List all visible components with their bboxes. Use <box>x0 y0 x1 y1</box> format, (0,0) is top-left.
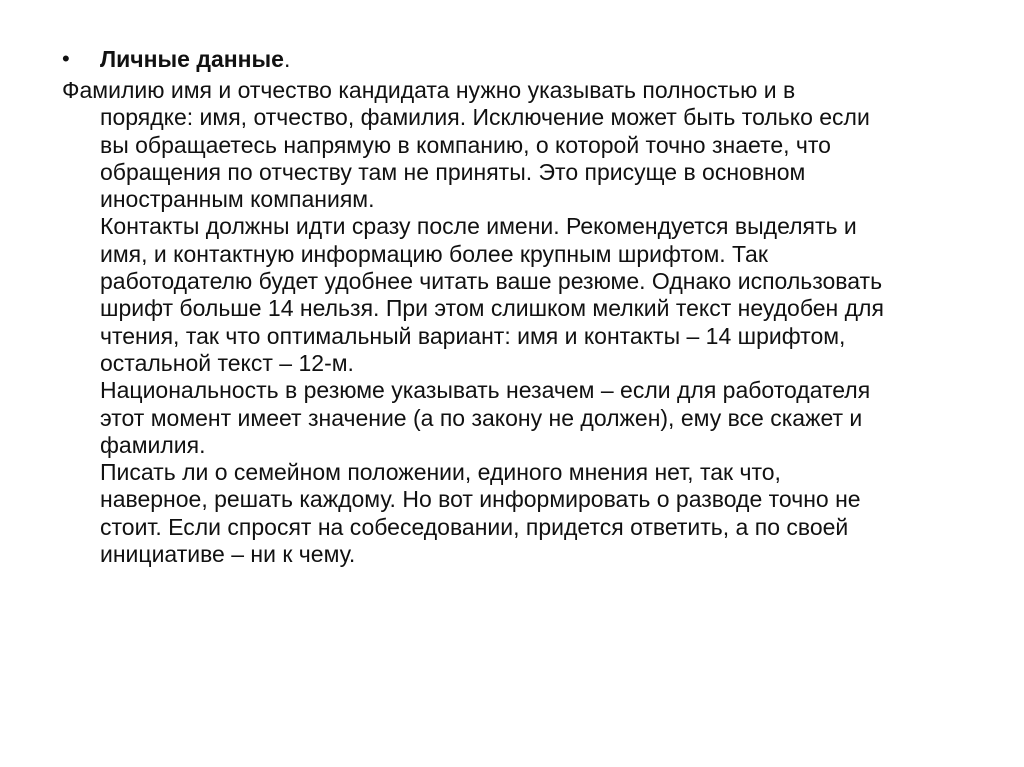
body-line: имя, и контактную информацию более крупным шрифтом. Так <box>100 240 768 267</box>
body-line: вы обращаетесь напрямую в компанию, о которой точно знаете, что <box>100 131 831 158</box>
body-line: Национальность в резюме указывать незачем – если для работодателя <box>100 377 871 404</box>
body-line: чтения, так что оптимальный вариант: имя и контакты – 14 шрифтом, <box>100 322 846 349</box>
body-line: порядке: имя, отчество, фамилия. Исключение может быть только если <box>100 104 870 131</box>
body-line: иностранным компаниям. <box>100 186 375 213</box>
body-line: обращения по отчеству там не приняты. Это присуще в основном <box>100 158 806 185</box>
body-line: стоит. Если спросят на собеседовании, придется ответить, а по своей <box>100 513 849 540</box>
section-heading <box>62 43 290 75</box>
body-line: наверное, решать каждому. Но вот информировать о разводе точно не <box>100 486 861 513</box>
bullet-icon: • <box>62 46 70 71</box>
body-line: инициативе – ни к чему. <box>100 541 356 568</box>
body-line: Фамилию имя и отчество кандидата нужно указывать полностью и в <box>62 77 796 103</box>
section-title: Личные данные <box>100 46 284 72</box>
body-line: Писать ли о семейном положении, единого мнения нет, так что, <box>100 459 781 486</box>
body-line: Контакты должны идти сразу после имени. Рекомендуется выделять и <box>100 213 857 240</box>
body-line: шрифт больше 14 нельзя. При этом слишком мелкий текст неудобен для <box>100 295 884 322</box>
section-title-period: . <box>283 46 291 72</box>
body-line: остальной текст – 12-м. <box>100 349 354 376</box>
body-line: этот момент имеет значение (а по закону не должен), ему все скажет и <box>100 404 863 431</box>
body-line: фамилия. <box>100 431 206 458</box>
body-line: работодателю будет удобнее читать ваше резюме. Однако использовать <box>100 268 883 295</box>
body-text <box>62 77 1002 568</box>
